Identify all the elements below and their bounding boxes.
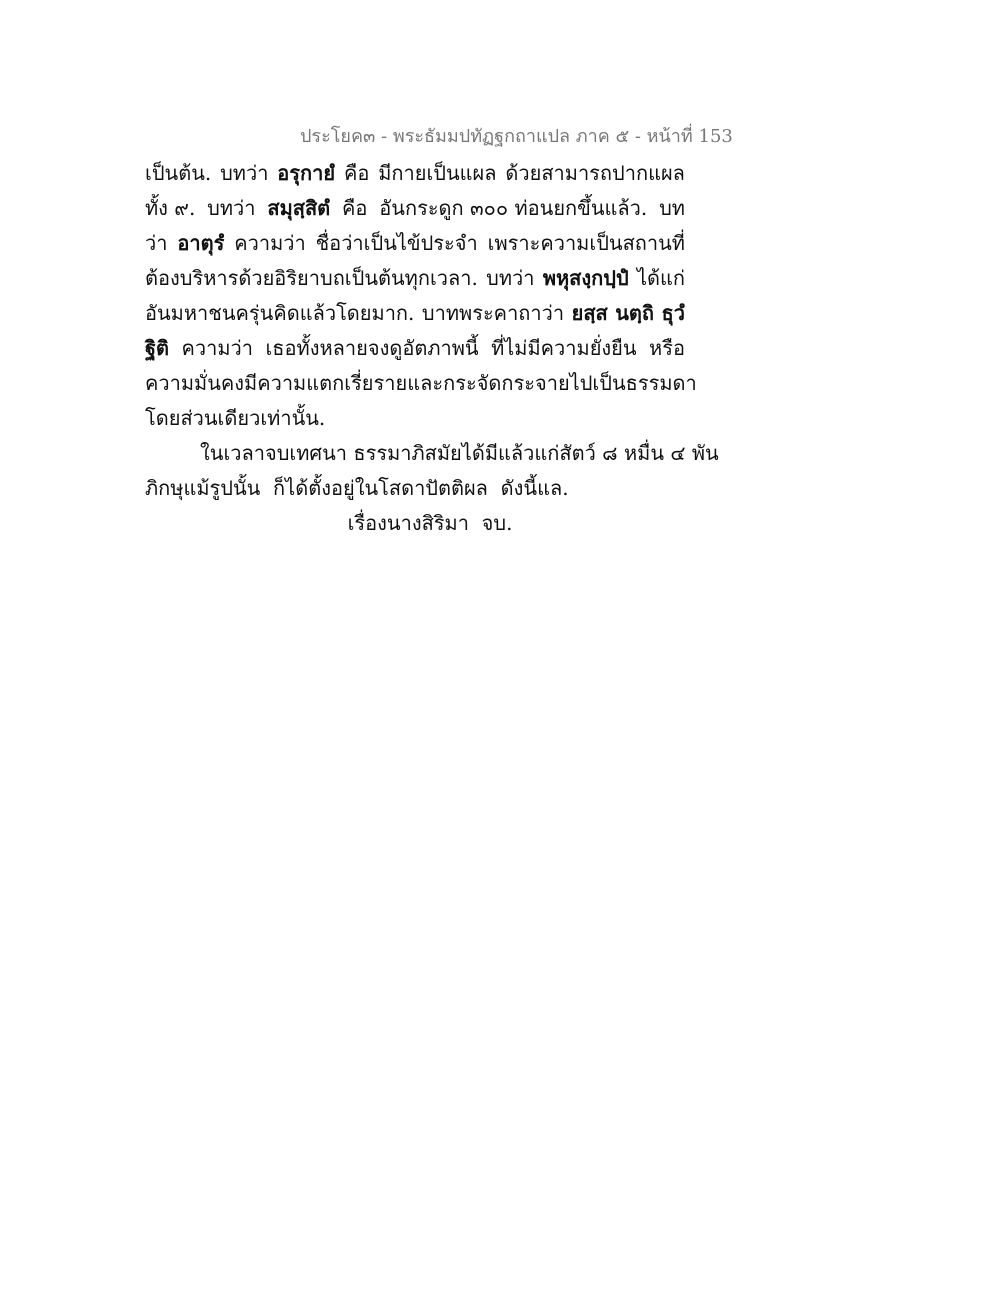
body-text xyxy=(145,156,719,541)
text-line: ทั้ง ๙. บทว่า สมุสฺสิตํ คือ อันกระดูก ๓๐๐ ท่อนยกขึ้นแล้ว. บท xyxy=(145,191,685,226)
pali-term: สมุสฺสิตํ xyxy=(267,196,331,220)
text-line: ความมั่นคง มีความแตกเรี่ยรายและกระจัดกระจายไปเป็นธรรมดา xyxy=(145,371,697,395)
text-line: ว่า อาตุรํ ความว่า ชื่อว่าเป็นไข้ประจำ เพราะความเป็นสถานที่ xyxy=(145,226,685,261)
text-line: ต้องบริหารด้วยอิริยาบถเป็นต้นทุกเวลา. บทว่า พหุสงฺกปฺปํ ได้แก่ xyxy=(145,261,685,296)
pali-term: นตฺถิ xyxy=(615,301,655,325)
pali-term: อาตุรํ xyxy=(177,231,225,255)
story-end-line: เรื่องนางสิริมา จบ. xyxy=(347,511,513,535)
text-line: ในเวลาจบเทศนา ธรรมาภิสมัยได้มีแล้วแก่สัตว์ ๘ หมื่น ๔ พัน xyxy=(200,441,719,465)
pali-term: ยสฺส xyxy=(571,301,608,325)
text-line: ฐิติ ความว่า เธอทั้งหลายจงดูอัตภาพนี้ ที่ไม่มีความยั่งยืน หรือ xyxy=(145,331,685,366)
pali-term: ธุวํ xyxy=(661,301,685,325)
text-line: ภิกษุแม้รูปนั้น ก็ได้ตั้งอยู่ในโสดาปัตติผล ดังนี้แล. xyxy=(145,476,569,500)
page-header: ประโยค๓ - พระธัมมปทัฏฐกถาแปล ภาค ๕ - หน้าที่ 153 xyxy=(300,126,733,147)
text-line: เป็นต้น. บทว่า อรุกายํ คือ มีกายเป็นแผล ด้วยสามารถปากแผล xyxy=(145,156,685,191)
text-line: โดยส่วนเดียวเท่านั้น. xyxy=(145,406,326,430)
pali-term: พหุสงฺกปฺปํ xyxy=(542,266,629,290)
text-line: อันมหาชนครุ่นคิดแล้วโดยมาก. บาทพระคาถาว่า ยสฺส นตฺถิ ธุวํ xyxy=(145,296,685,331)
pali-term: อรุกายํ xyxy=(277,161,336,185)
pali-term: ฐิติ xyxy=(145,336,170,360)
